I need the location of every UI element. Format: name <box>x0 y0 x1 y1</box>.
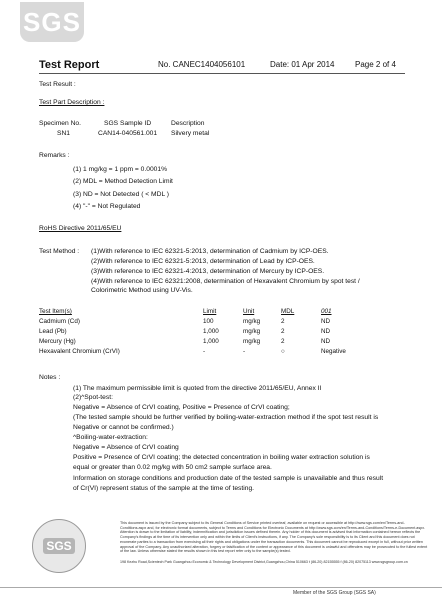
note-line: (The tested sample should be further verified by boiling-water-extraction method if the spot test result is <box>73 414 379 421</box>
specimen-header-id: SGS Sample ID <box>104 120 152 127</box>
note-line: ^Boiling-water-extraction: <box>73 434 148 441</box>
note-line: of Cr(VI) represent status of the sample at the time of testing. <box>73 485 255 492</box>
specimen-no: SN1 <box>57 130 71 137</box>
footer-divider <box>0 587 442 588</box>
report-date: Date: 01 Apr 2014 <box>270 60 335 69</box>
test-method-2: (2)With reference to IEC 62321-5:2013, determination of Lead by ICP-OES. <box>91 258 315 265</box>
footer-address: 198 Kezhu Road,Scientech Park Guangzhou Economic & Technology Development District,Guangzhou,China 510663 t (86-20) 82155555 f (86-20) 82075113 www.sgsgroup.com.cn <box>120 560 408 564</box>
sgs-logo <box>20 2 84 42</box>
remark-3: (3) ND = Not Detected ( < MDL ) <box>73 191 170 198</box>
item-name: Hexavalent Chromium (CrVI) <box>39 348 120 355</box>
sgs-seal-icon <box>32 519 86 573</box>
test-method-4: (4)With reference to IEC 62321:2008, determination of Hexavalent Chromium by spot test / <box>91 278 360 285</box>
table-row <box>39 338 361 348</box>
member-line: Member of the SGS Group (SGS SA) <box>293 590 376 596</box>
remark-2: (2) MDL = Method Detection Limit <box>73 178 173 185</box>
rohs-title: RoHS Directive 2011/65/EU <box>39 225 122 232</box>
item-result: ND <box>321 318 331 325</box>
item-result: Negative <box>321 348 346 355</box>
report-title: Test Report <box>39 59 100 71</box>
item-result: ND <box>321 338 331 345</box>
item-unit: mg/kg <box>243 318 261 325</box>
remark-1: (1) 1 mg/kg = 1 ppm = 0.0001% <box>73 166 168 173</box>
col-header-unit: Unit <box>243 308 255 315</box>
item-limit: 1,000 <box>203 328 219 335</box>
test-method-4-cont: Colorimetric Method using UV-Vis. <box>91 287 193 294</box>
item-name: Mercury (Hg) <box>39 338 76 345</box>
notes-label: Notes : <box>39 374 61 381</box>
note-line: Negative = Absence of CrVI coating <box>73 444 179 451</box>
test-method-label: Test Method : <box>39 248 80 255</box>
header-divider <box>39 73 405 74</box>
col-header-limit: Limit <box>203 308 217 315</box>
item-result: ND <box>321 328 331 335</box>
test-result-label: Test Result : <box>39 81 76 88</box>
page-number: Page 2 of 4 <box>355 60 396 69</box>
col-header-mdl: MDL <box>281 308 295 315</box>
table-row <box>39 348 361 358</box>
remarks-label: Remarks : <box>39 152 70 159</box>
sgs-logo-text: SGS <box>23 6 81 37</box>
item-mdl: 2 <box>281 318 285 325</box>
test-method-1: (1)With reference to IEC 62321-5:2013, determination of Cadmium by ICP-OES. <box>91 248 329 255</box>
item-limit: - <box>203 348 206 355</box>
item-unit: mg/kg <box>243 328 261 335</box>
table-row <box>39 328 361 338</box>
remark-4: (4) "-" = Not Regulated <box>73 203 141 210</box>
sample-id: CAN14-040561.001 <box>98 130 158 137</box>
note-line: (2)^Spot-test: <box>73 394 113 401</box>
note-line: (1) The maximum permissible limit is quoted from the directive 2011/65/EU, Annex II <box>73 385 322 392</box>
sample-description: Silvery metal <box>171 130 210 137</box>
note-line: Information on storage conditions and production date of the tested sample is unavailable and thus result <box>73 475 384 482</box>
item-name: Lead (Pb) <box>39 328 67 335</box>
table-header-row <box>39 308 361 318</box>
specimen-header-no: Specimen No. <box>39 120 82 127</box>
footer-disclaimer: This document is issued by the Company subject to its General Conditions of Service printed overleaf, available on request or accessible at http://www.sgs.com/en/Terms-and-Conditions.aspx and, for electronic format documents, subject to Terms and Conditions for Electronic Documents at http://www.sgs.com/en/Terms-and-Conditions/Terms-e-Document.aspx. Attention is drawn to the limitation of liability, indemnification and jurisdiction issues defined therein. Any holder of this document is advised that information contained hereon reflects the Company's findings at the time of its intervention only and within the limits of Client's instructions, if any. The Company's sole responsibility is to its Client and this document does not exonerate parties to a transaction from exercising all their rights and obligations under the transaction documents. This document cannot be reproduced except in full, without prior written approval of the Company. Any unauthorized alteration, forgery or falsification of the content or appearance of this document is unlawful and offenders may be prosecuted to the fullest extent of the law. Unless otherwise stated the results shown in this test report refer only to the sample(s) tested. <box>120 521 428 554</box>
item-name: Cadmium (Cd) <box>39 318 80 325</box>
note-line: equal or greater than 0.02 mg/kg with 50 cm2 sample surface area. <box>73 464 272 471</box>
note-line: Negative = Absence of CrVI coating, Positive = Presence of CrVI coating; <box>73 404 290 411</box>
item-unit: mg/kg <box>243 338 261 345</box>
test-method-3: (3)With reference to IEC 62321-4:2013, determination of Mercury by ICP-OES. <box>91 268 325 275</box>
note-line: Negative or cannot be confirmed.) <box>73 424 174 431</box>
item-mdl: 2 <box>281 338 285 345</box>
note-line: Positive = Presence of CrVI coating; the detected concentration in boiling water extraction solution is <box>73 454 370 461</box>
seal-text: SGS <box>43 538 74 554</box>
test-part-label: Test Part Description : <box>39 99 105 106</box>
item-mdl: 2 <box>281 328 285 335</box>
table-row <box>39 318 361 328</box>
item-mdl: ○ <box>281 348 285 355</box>
col-header-item: Test Item(s) <box>39 308 72 315</box>
item-limit: 100 <box>203 318 214 325</box>
item-limit: 1,000 <box>203 338 219 345</box>
test-items-table <box>39 308 361 358</box>
col-header-sample: 001 <box>321 308 332 315</box>
specimen-header-desc: Description <box>171 120 205 127</box>
report-number: No. CANEC1404056101 <box>158 60 246 69</box>
item-unit: - <box>243 348 246 355</box>
